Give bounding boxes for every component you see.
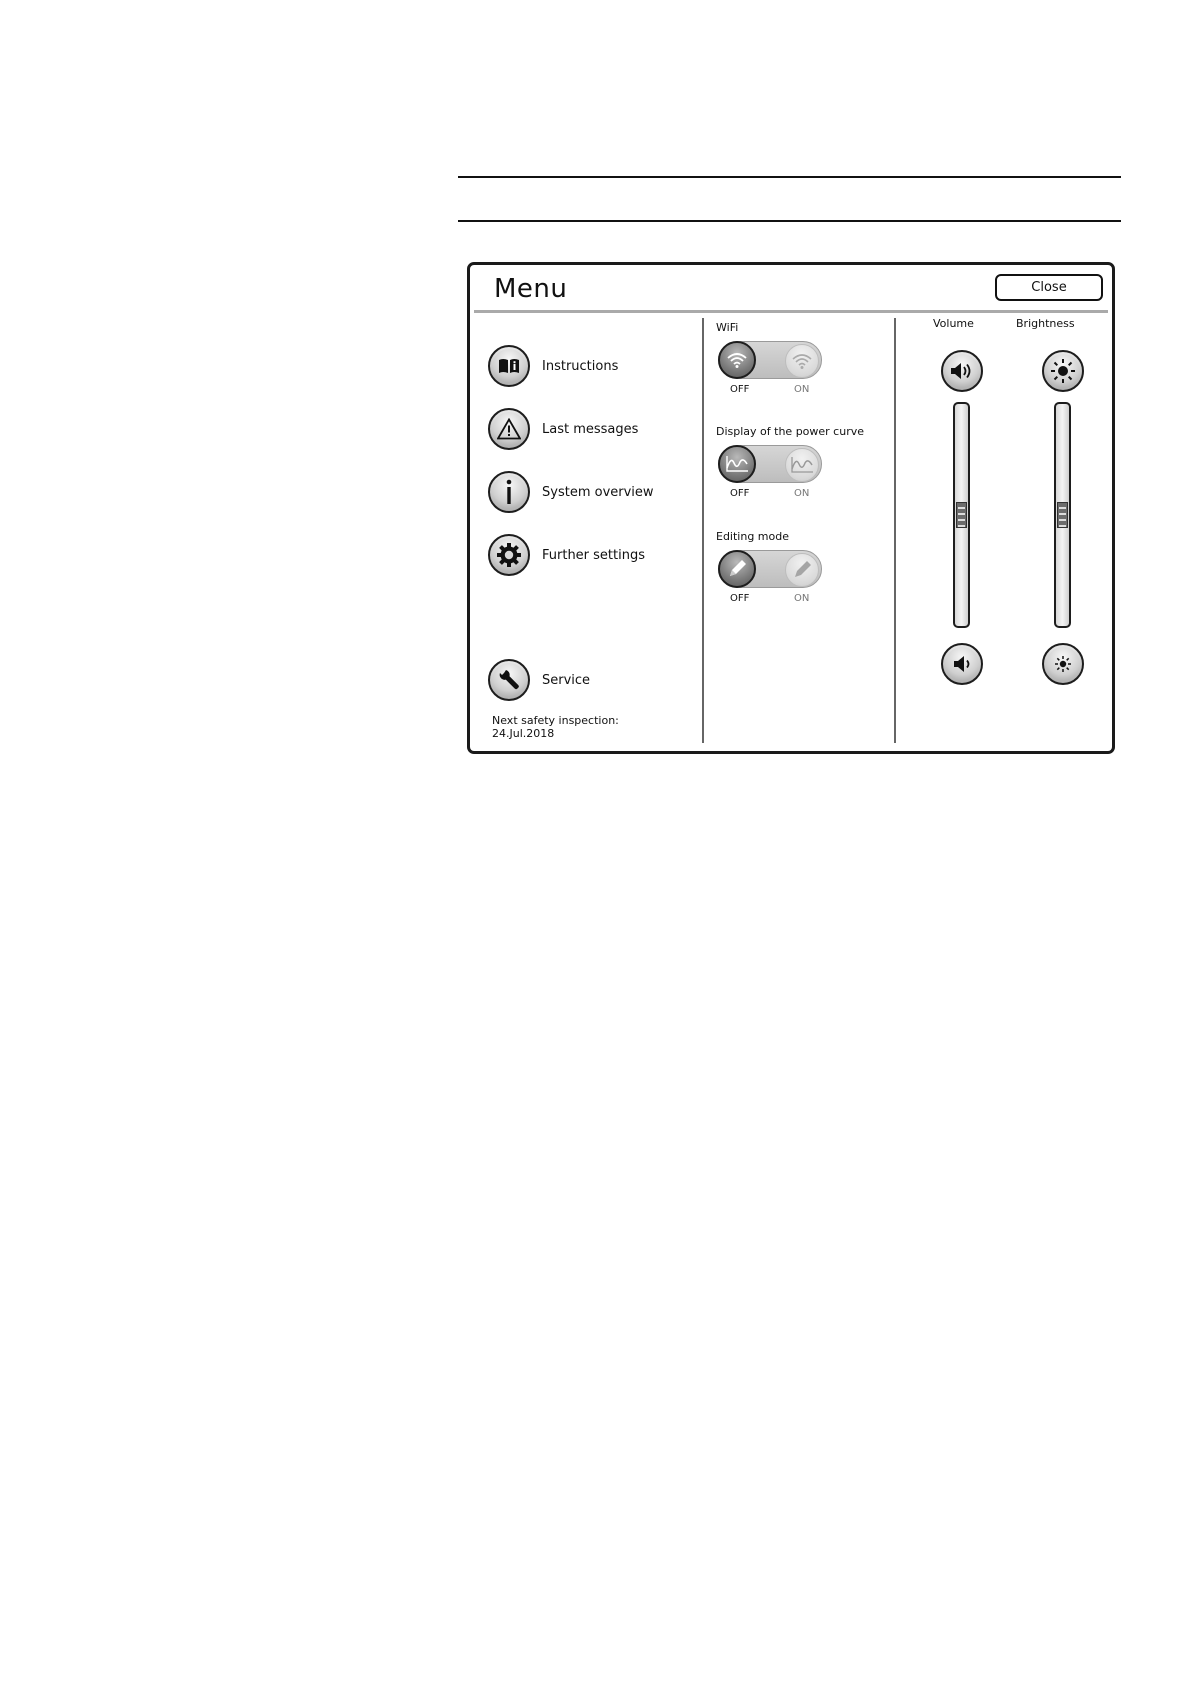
toggle-title-editing-mode: Editing mode <box>716 530 790 543</box>
wifi-icon <box>718 341 756 379</box>
power-curve-on-label: ON <box>794 488 810 499</box>
power-curve-on-icon <box>785 448 819 482</box>
close-button[interactable]: Close <box>995 274 1103 301</box>
volume-up-icon <box>945 354 979 388</box>
toggle-wifi <box>716 321 886 395</box>
nav-item-system-overview[interactable] <box>488 471 688 517</box>
volume-up-button[interactable] <box>941 350 983 392</box>
brightness-up-button[interactable] <box>1042 350 1084 392</box>
book-info-icon <box>488 345 530 387</box>
pencil-icon <box>718 550 756 588</box>
warning-triangle-icon <box>488 408 530 450</box>
toggle-title-power-curve: Display of the power curve <box>716 425 865 438</box>
document-rule-top <box>458 176 1121 178</box>
column-divider-right <box>894 318 896 743</box>
power-curve-off-label: OFF <box>730 488 750 499</box>
editing-mode-switch[interactable] <box>718 550 822 588</box>
nav-label-system-overview: System overview <box>542 485 654 500</box>
nav-item-instructions[interactable] <box>488 345 688 391</box>
power-curve-icon <box>718 445 756 483</box>
gear-icon <box>488 534 530 576</box>
header-divider <box>474 310 1108 313</box>
wifi-on-label: ON <box>794 384 810 395</box>
safety-inspection-info <box>492 714 619 740</box>
volume-slider-thumb[interactable] <box>956 502 967 528</box>
toggle-editing-mode <box>716 530 886 604</box>
wifi-on-icon <box>785 344 819 378</box>
safety-inspection-label: Next safety inspection: <box>492 714 619 727</box>
power-curve-switch[interactable] <box>718 445 822 483</box>
toggle-power-curve <box>716 425 886 499</box>
volume-label: Volume <box>933 317 974 330</box>
nav-label-instructions: Instructions <box>542 359 619 374</box>
brightness-down-icon <box>1046 647 1080 681</box>
volume-down-button[interactable] <box>941 643 983 685</box>
page-title: Menu <box>494 274 568 304</box>
safety-inspection-date: 24.Jul.2018 <box>492 727 555 740</box>
column-divider-left <box>702 318 704 743</box>
brightness-down-button[interactable] <box>1042 643 1084 685</box>
toggle-title-wifi: WiFi <box>716 321 739 334</box>
volume-slider[interactable] <box>953 402 970 628</box>
editing-mode-off-label: OFF <box>730 593 750 604</box>
brightness-label: Brightness <box>1016 317 1075 330</box>
brightness-up-icon <box>1046 354 1080 388</box>
info-icon <box>488 471 530 513</box>
nav-item-service[interactable] <box>488 659 688 705</box>
volume-down-icon <box>945 647 979 681</box>
pencil-on-icon <box>785 553 819 587</box>
nav-label-service: Service <box>542 673 591 688</box>
brightness-slider[interactable] <box>1054 402 1071 628</box>
menu-screen <box>467 262 1115 754</box>
nav-item-last-messages[interactable] <box>488 408 688 454</box>
brightness-slider-thumb[interactable] <box>1057 502 1068 528</box>
wifi-switch[interactable] <box>718 341 822 379</box>
nav-label-further-settings: Further settings <box>542 548 646 563</box>
nav-label-last-messages: Last messages <box>542 422 639 437</box>
wifi-off-label: OFF <box>730 384 750 395</box>
wrench-icon <box>488 659 530 701</box>
nav-item-further-settings[interactable] <box>488 534 688 580</box>
document-rule-bottom <box>458 220 1121 222</box>
editing-mode-on-label: ON <box>794 593 810 604</box>
